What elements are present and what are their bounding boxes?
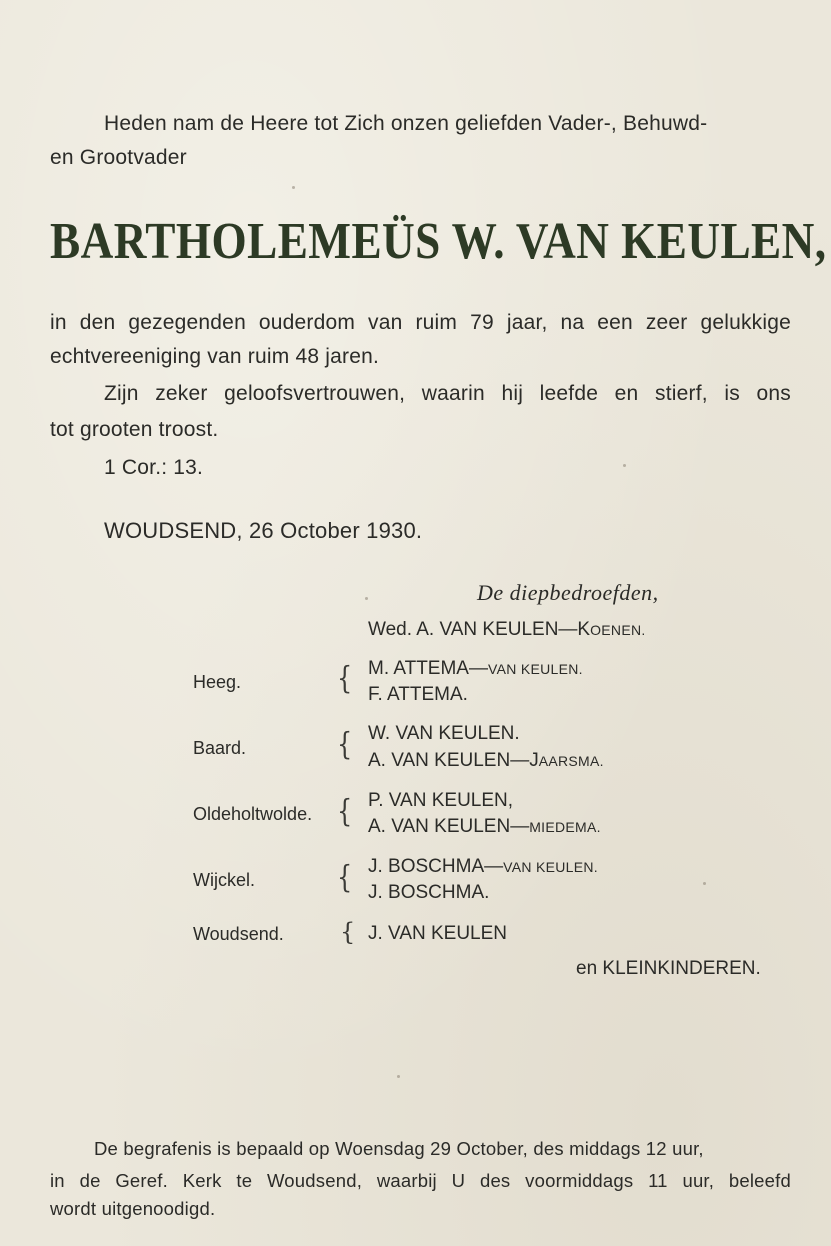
brace-icon: { [337, 659, 353, 697]
paper-speck [292, 186, 295, 189]
intro-line-2: en Grootvader [50, 146, 187, 169]
member-name: P. VAN KEULEN, [368, 790, 514, 811]
family-member [368, 923, 507, 945]
body-line-4: tot grooten troost. [50, 418, 219, 441]
family-member [368, 723, 520, 745]
brace-icon: { [337, 792, 353, 830]
family-member [368, 856, 598, 878]
family-member [368, 658, 583, 680]
funeral-line-1: De begrafenis is bepaald op Woensdag 29 October, des middags 12 uur, [94, 1138, 704, 1159]
deceased-name: BARTHOLEMEÜS W. VAN KEULEN, [50, 213, 827, 270]
family-member [368, 684, 468, 706]
member-suffix: MIEDEMA. [529, 819, 601, 835]
member-suffix: AARSMA. [538, 753, 604, 769]
group-place-wijckel: Wijckel. [193, 870, 255, 890]
body-line-1: in den gezegenden ouderdom van ruim 79 jaar, na een zeer gelukkige [50, 311, 791, 334]
widow-line [368, 619, 646, 641]
family-member [368, 882, 489, 904]
member-name: J. VAN KEULEN [368, 923, 508, 944]
family-member [368, 816, 601, 838]
member-name: J. BOSCHMA— [368, 856, 504, 877]
brace-icon: { [337, 858, 353, 896]
funeral-line-3: wordt uitgenoodigd. [50, 1198, 216, 1219]
paper-speck [703, 882, 706, 885]
mourners-heading: De diepbedroefden, [477, 580, 659, 605]
member-name: J. BOSCHMA. [368, 882, 490, 903]
member-name: A. VAN KEULEN—J [368, 750, 539, 771]
funeral-line-2: in de Geref. Kerk te Woudsend, waarbij U des voormiddags 11 uur, beleefd [50, 1170, 791, 1191]
member-suffix: VAN KEULEN. [503, 859, 598, 875]
member-name: A. VAN KEULEN— [368, 816, 530, 837]
paper-speck [365, 597, 368, 600]
scripture-reference: 1 Cor.: 13. [104, 456, 204, 479]
member-name: F. ATTEMA. [368, 684, 468, 705]
member-name: M. ATTEMA— [368, 658, 488, 679]
brace-icon: { [340, 918, 356, 946]
grandchildren-line: en KLEINKINDEREN. [576, 958, 761, 979]
paper-speck [397, 1075, 400, 1078]
place-date: WOUDSEND, 26 October 1930. [104, 518, 423, 543]
widow-name: Wed. A. VAN KEULEN—K [368, 619, 591, 640]
member-suffix: VAN KEULEN. [487, 661, 583, 677]
intro-line-1: Heden nam de Heere tot Zich onzen geliefden Vader-, Behuwd- [104, 112, 708, 135]
group-place-oldeholtwolde: Oldeholtwolde. [193, 804, 313, 824]
family-member [368, 790, 513, 812]
brace-icon: { [337, 725, 353, 763]
paper-speck [623, 464, 626, 467]
body-line-2: echtvereeniging van ruim 48 jaren. [50, 345, 379, 368]
group-place-woudsend: Woudsend. [193, 924, 284, 944]
group-place-baard: Baard. [193, 738, 247, 758]
widow-maiden-suffix: OENEN. [590, 622, 646, 638]
body-line-3: Zijn zeker geloofsvertrouwen, waarin hij leefde en stierf, is ons [104, 382, 791, 405]
group-place-heeg: Heeg. [193, 672, 242, 692]
member-name: W. VAN KEULEN. [368, 723, 520, 744]
family-member [368, 750, 604, 772]
